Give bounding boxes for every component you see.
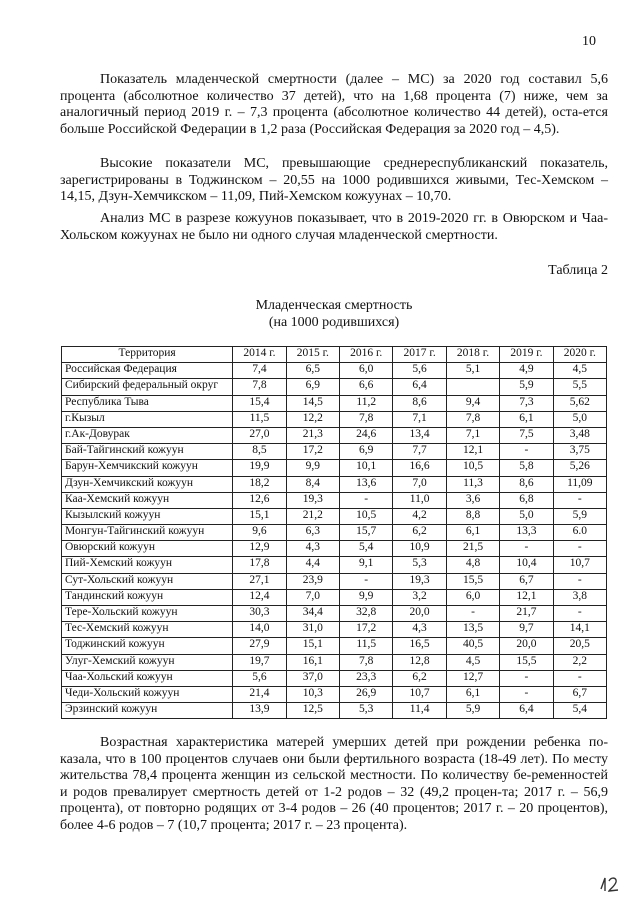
territory-cell: Чеди-Хольский кожуун	[62, 686, 233, 702]
table-row	[62, 703, 607, 719]
infant-mortality-table	[61, 346, 607, 719]
territory-cell: Сут-Хольский кожуун	[62, 573, 233, 589]
table-row	[62, 363, 607, 379]
value-cell: 5,4	[340, 541, 393, 557]
value-cell: 16,1	[286, 654, 339, 670]
territory-cell: Овюрский кожуун	[62, 541, 233, 557]
value-cell: 9,1	[340, 557, 393, 573]
table-row	[62, 686, 607, 702]
value-cell: 6,0	[340, 363, 393, 379]
value-cell: 5,5	[553, 379, 606, 395]
value-cell: 6,4	[393, 379, 446, 395]
territory-cell: Тандинский кожуун	[62, 589, 233, 605]
value-cell: 11,0	[393, 492, 446, 508]
value-cell: 7,1	[393, 411, 446, 427]
value-cell: 24,6	[340, 427, 393, 443]
value-cell: 9,4	[446, 395, 499, 411]
value-cell: 7,0	[393, 476, 446, 492]
value-cell: 13,6	[340, 476, 393, 492]
value-cell: 31,0	[286, 622, 339, 638]
value-cell: 26,9	[340, 686, 393, 702]
value-cell: 4,8	[446, 557, 499, 573]
value-cell: 6,3	[286, 525, 339, 541]
value-cell: -	[500, 444, 553, 460]
value-cell: 10,7	[553, 557, 606, 573]
paragraph-infant-mortality-2020: Показатель младенческой смертности (далее – МС) за 2020 год составил 5,6 процента (абсолютное количество 37 детей), что на 1,68 процента (7) ниже, чем за аналогичный период 2019 г. – 7,3 процента (абсолютное количество 44 детей), оста-ется больше Российской Федерации в 1,2 раза (Российская Федерация за 2020 год – 4,5).	[60, 72, 608, 137]
value-cell: 10,4	[500, 557, 553, 573]
table-row	[62, 589, 607, 605]
value-cell: 6.0	[553, 525, 606, 541]
value-cell: -	[340, 492, 393, 508]
value-cell: 10,9	[393, 541, 446, 557]
value-cell: 13,4	[393, 427, 446, 443]
table-row	[62, 411, 607, 427]
value-cell: -	[500, 670, 553, 686]
value-cell: 12,1	[446, 444, 499, 460]
value-cell: 10,5	[446, 460, 499, 476]
value-cell: 5,26	[553, 460, 606, 476]
value-cell: 23,3	[340, 670, 393, 686]
value-cell: 12,8	[393, 654, 446, 670]
value-cell: -	[446, 606, 499, 622]
value-cell: 12,7	[446, 670, 499, 686]
value-cell: 3,2	[393, 589, 446, 605]
value-cell: 6,9	[286, 379, 339, 395]
value-cell: 19,9	[233, 460, 286, 476]
value-cell: 11,5	[233, 411, 286, 427]
value-cell: 8,6	[393, 395, 446, 411]
value-cell: 12,1	[500, 589, 553, 605]
value-cell: 12,2	[286, 411, 339, 427]
table-row	[62, 573, 607, 589]
table-title-line-1: Младенческая смертность	[255, 298, 413, 313]
territory-cell: Каа-Хемский кожуун	[62, 492, 233, 508]
value-cell: 4,3	[286, 541, 339, 557]
value-cell: 9,7	[500, 622, 553, 638]
value-cell: 5,9	[553, 508, 606, 524]
value-cell: 7,5	[500, 427, 553, 443]
header-year-2020: 2020 г.	[553, 347, 606, 363]
value-cell: 7,7	[393, 444, 446, 460]
value-cell: 19,3	[286, 492, 339, 508]
value-cell: 13,5	[446, 622, 499, 638]
header-year-2019: 2019 г.	[500, 347, 553, 363]
value-cell: -	[553, 492, 606, 508]
value-cell: 27,0	[233, 427, 286, 443]
value-cell: 6,5	[286, 363, 339, 379]
value-cell: 20,5	[553, 638, 606, 654]
value-cell: -	[553, 606, 606, 622]
value-cell: 6,1	[446, 525, 499, 541]
value-cell: 15,1	[233, 508, 286, 524]
value-cell: 6,1	[500, 411, 553, 427]
header-year-2015: 2015 г.	[286, 347, 339, 363]
value-cell: 27,1	[233, 573, 286, 589]
value-cell: 21,7	[500, 606, 553, 622]
value-cell: 11,2	[340, 395, 393, 411]
value-cell: 4,4	[286, 557, 339, 573]
value-cell: 7,8	[233, 379, 286, 395]
value-cell: 7,1	[446, 427, 499, 443]
value-cell: -	[500, 541, 553, 557]
value-cell: 7,0	[286, 589, 339, 605]
value-cell: 6,2	[393, 670, 446, 686]
value-cell: 6,7	[553, 686, 606, 702]
header-year-2014: 2014 г.	[233, 347, 286, 363]
territory-cell: Сибирский федеральный округ	[62, 379, 233, 395]
territory-cell: Тоджинский кожуун	[62, 638, 233, 654]
value-cell: 27,9	[233, 638, 286, 654]
header-year-2017: 2017 г.	[393, 347, 446, 363]
table-title-line-2: (на 1000 родившихся)	[268, 315, 400, 330]
value-cell: -	[500, 686, 553, 702]
value-cell: 10,3	[286, 686, 339, 702]
value-cell: 9,6	[233, 525, 286, 541]
territory-cell: Пий-Хемский кожуун	[62, 557, 233, 573]
value-cell: 5,0	[553, 411, 606, 427]
value-cell: 15,7	[340, 525, 393, 541]
table-row	[62, 427, 607, 443]
value-cell: 11,3	[446, 476, 499, 492]
value-cell: 17,2	[286, 444, 339, 460]
header-territory: Территория	[62, 347, 233, 363]
value-cell: 4,2	[393, 508, 446, 524]
value-cell: 5,9	[446, 703, 499, 719]
table-row	[62, 395, 607, 411]
value-cell: 4,5	[446, 654, 499, 670]
value-cell: -	[553, 541, 606, 557]
territory-cell: Улуг-Хемский кожуун	[62, 654, 233, 670]
value-cell: 15,4	[233, 395, 286, 411]
value-cell: 37,0	[286, 670, 339, 686]
value-cell: 14,5	[286, 395, 339, 411]
value-cell: 9,9	[340, 589, 393, 605]
value-cell: 21,3	[286, 427, 339, 443]
value-cell: 8,8	[446, 508, 499, 524]
value-cell: 11,5	[340, 638, 393, 654]
value-cell: -	[553, 670, 606, 686]
value-cell: 2,2	[553, 654, 606, 670]
value-cell: 8,5	[233, 444, 286, 460]
value-cell: 11,09	[553, 476, 606, 492]
value-cell	[446, 379, 499, 395]
value-cell: 23,9	[286, 573, 339, 589]
value-cell: 6,1	[446, 686, 499, 702]
value-cell: 12,5	[286, 703, 339, 719]
value-cell: 6,0	[446, 589, 499, 605]
value-cell: 17,2	[340, 622, 393, 638]
value-cell: 8,6	[500, 476, 553, 492]
value-cell: 7,3	[500, 395, 553, 411]
value-cell: 7,4	[233, 363, 286, 379]
table-row	[62, 670, 607, 686]
value-cell: 12,6	[233, 492, 286, 508]
value-cell: 10,5	[340, 508, 393, 524]
value-cell: 4,3	[393, 622, 446, 638]
table-row	[62, 557, 607, 573]
table-row	[62, 476, 607, 492]
value-cell: 7,8	[446, 411, 499, 427]
value-cell: 30,3	[233, 606, 286, 622]
value-cell: 14,0	[233, 622, 286, 638]
value-cell: 16,5	[393, 638, 446, 654]
value-cell: 21,5	[446, 541, 499, 557]
value-cell: 21,2	[286, 508, 339, 524]
territory-cell: Эрзинский кожуун	[62, 703, 233, 719]
paragraph-high-mortality-regions: Высокие показатели МС, превышающие среднереспубликанский показатель, зарегистрированы в Тоджинском – 20,55 на 1000 родившихся живыми, Тес-Хемском – 14,15, Дзун-Хемчикском – 11,09, Пий-Хемском кожуунах – 10,70.	[60, 156, 608, 204]
territory-cell: Тере-Хольский кожуун	[62, 606, 233, 622]
value-cell: 5,62	[553, 395, 606, 411]
table-body	[62, 363, 607, 719]
value-cell: -	[553, 573, 606, 589]
value-cell: 32,8	[340, 606, 393, 622]
value-cell: 12,9	[233, 541, 286, 557]
value-cell: 34,4	[286, 606, 339, 622]
value-cell: 20,0	[393, 606, 446, 622]
table-label: Таблица 2	[548, 263, 608, 278]
value-cell: 10,7	[393, 686, 446, 702]
table-row	[62, 492, 607, 508]
value-cell: 5,9	[500, 379, 553, 395]
value-cell: 5,6	[233, 670, 286, 686]
table-row	[62, 654, 607, 670]
table-header-row	[62, 347, 607, 363]
header-year-2016: 2016 г.	[340, 347, 393, 363]
territory-cell: Барун-Хемчикский кожуун	[62, 460, 233, 476]
value-cell: 5,3	[340, 703, 393, 719]
value-cell: 5,3	[393, 557, 446, 573]
territory-cell: Тес-Хемский кожуун	[62, 622, 233, 638]
paragraph-regional-analysis: Анализ МС в разрезе кожуунов показывает, что в 2019-2020 гг. в Овюрском и Чаа-Хольском кожуунах не было ни одного случая младенческой смертности.	[60, 211, 608, 243]
territory-cell: Российская Федерация	[62, 363, 233, 379]
value-cell: 12,4	[233, 589, 286, 605]
value-cell: 5,8	[500, 460, 553, 476]
paragraph-mother-age-characteristics: Возрастная характеристика матерей умерших детей при рождении ребенка по-казала, что в 100 процентов случаев они были фертильного возраста (18-49 лет). По месту жительства 78,4 процента женщин из сельской местности. По количеству бе-ременностей и родов превалирует смертность детей от 1-2 родов – 32 (49,2 процен-та; 2017 г. – 56,9 процента), от повторно родящих от 3-4 родов – 26 (40 процентов; 2017 г. – 20 процентов), более 4-6 родов – 7 (10,7 процента; 2017 г. – 23 процента).	[60, 735, 608, 833]
value-cell: 5,6	[393, 363, 446, 379]
territory-cell: Бай-Тайгинский кожуун	[62, 444, 233, 460]
value-cell: 7,8	[340, 654, 393, 670]
value-cell: 9,9	[286, 460, 339, 476]
handwritten-page-mark	[598, 875, 622, 893]
value-cell: 4,5	[553, 363, 606, 379]
table-row	[62, 525, 607, 541]
table-row	[62, 638, 607, 654]
value-cell: 20,0	[500, 638, 553, 654]
value-cell: 19,7	[233, 654, 286, 670]
value-cell: 6,8	[500, 492, 553, 508]
value-cell: 6,6	[340, 379, 393, 395]
value-cell: 6,9	[340, 444, 393, 460]
table-row	[62, 622, 607, 638]
value-cell: 7,8	[340, 411, 393, 427]
value-cell: 17,8	[233, 557, 286, 573]
header-year-2018: 2018 г.	[446, 347, 499, 363]
table-row	[62, 444, 607, 460]
value-cell: -	[340, 573, 393, 589]
value-cell: 16,6	[393, 460, 446, 476]
value-cell: 15,5	[500, 654, 553, 670]
value-cell: 21,4	[233, 686, 286, 702]
table-row	[62, 379, 607, 395]
table-title	[60, 297, 608, 331]
value-cell: 3,75	[553, 444, 606, 460]
value-cell: 10,1	[340, 460, 393, 476]
table-row	[62, 460, 607, 476]
territory-cell: Дзун-Хемчикский кожуун	[62, 476, 233, 492]
value-cell: 5,4	[553, 703, 606, 719]
value-cell: 15,1	[286, 638, 339, 654]
value-cell: 8,4	[286, 476, 339, 492]
territory-cell: Кызылский кожуун	[62, 508, 233, 524]
value-cell: 13,3	[500, 525, 553, 541]
territory-cell: г.Ак-Довурак	[62, 427, 233, 443]
value-cell: 6,7	[500, 573, 553, 589]
value-cell: 13,9	[233, 703, 286, 719]
territory-cell: Чаа-Хольский кожуун	[62, 670, 233, 686]
value-cell: 40,5	[446, 638, 499, 654]
value-cell: 14,1	[553, 622, 606, 638]
value-cell: 3,8	[553, 589, 606, 605]
territory-cell: Монгун-Тайгинский кожуун	[62, 525, 233, 541]
territory-cell: г.Кызыл	[62, 411, 233, 427]
page-number: 10	[582, 34, 596, 49]
value-cell: 15,5	[446, 573, 499, 589]
territory-cell: Республика Тыва	[62, 395, 233, 411]
value-cell: 3,6	[446, 492, 499, 508]
value-cell: 3,48	[553, 427, 606, 443]
value-cell: 18,2	[233, 476, 286, 492]
value-cell: 6,4	[500, 703, 553, 719]
table-row	[62, 508, 607, 524]
value-cell: 5,0	[500, 508, 553, 524]
table-row	[62, 606, 607, 622]
value-cell: 5,1	[446, 363, 499, 379]
value-cell: 19,3	[393, 573, 446, 589]
value-cell: 4,9	[500, 363, 553, 379]
value-cell: 6,2	[393, 525, 446, 541]
table-row	[62, 541, 607, 557]
value-cell: 11,4	[393, 703, 446, 719]
